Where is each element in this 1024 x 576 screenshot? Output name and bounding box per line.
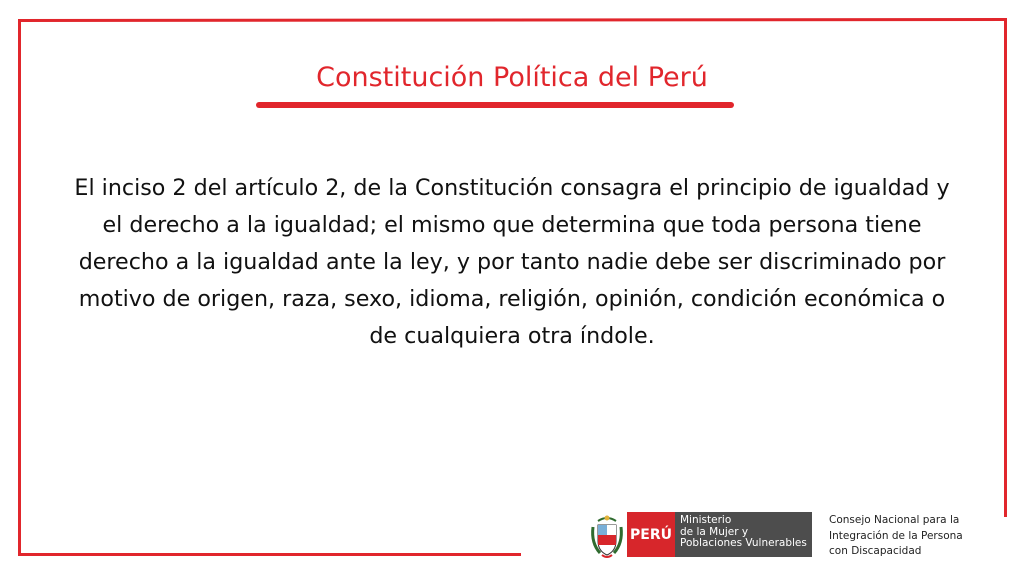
ministry-brand-box xyxy=(675,512,812,557)
peru-brand-box xyxy=(627,512,675,557)
slide-title: Constitución Política del Perú xyxy=(316,62,708,93)
slide-body-text: El inciso 2 del artículo 2, de la Constitución consagra el principio de igualdad y el derecho a la igualdad; el mismo que determina que toda persona tiene derecho a la igualdad ante la ley, y por tanto nadie debe ser discriminado por motivo de origen, raza, sexo, idioma, religión, opinión, condición económica o de cualquiera otra índole. xyxy=(74,175,950,349)
council-line: con Discapacidad xyxy=(829,545,922,557)
frame-top-border xyxy=(19,18,1007,22)
frame-bottom-border xyxy=(18,553,521,556)
council-name xyxy=(829,513,1009,560)
ministry-line: Ministerio xyxy=(680,514,732,526)
coat-of-arms-icon xyxy=(588,511,626,561)
ministry-line: de la Mujer y xyxy=(680,525,749,538)
frame-right-border xyxy=(1004,20,1007,517)
council-line: Integración de la Persona xyxy=(829,529,963,542)
peru-label: PERÚ xyxy=(630,526,672,543)
title-underline xyxy=(256,102,734,108)
frame-left-border xyxy=(18,19,21,556)
council-line: Consejo Nacional para la xyxy=(829,514,960,526)
ministry-line: Poblaciones Vulnerables xyxy=(680,537,807,549)
